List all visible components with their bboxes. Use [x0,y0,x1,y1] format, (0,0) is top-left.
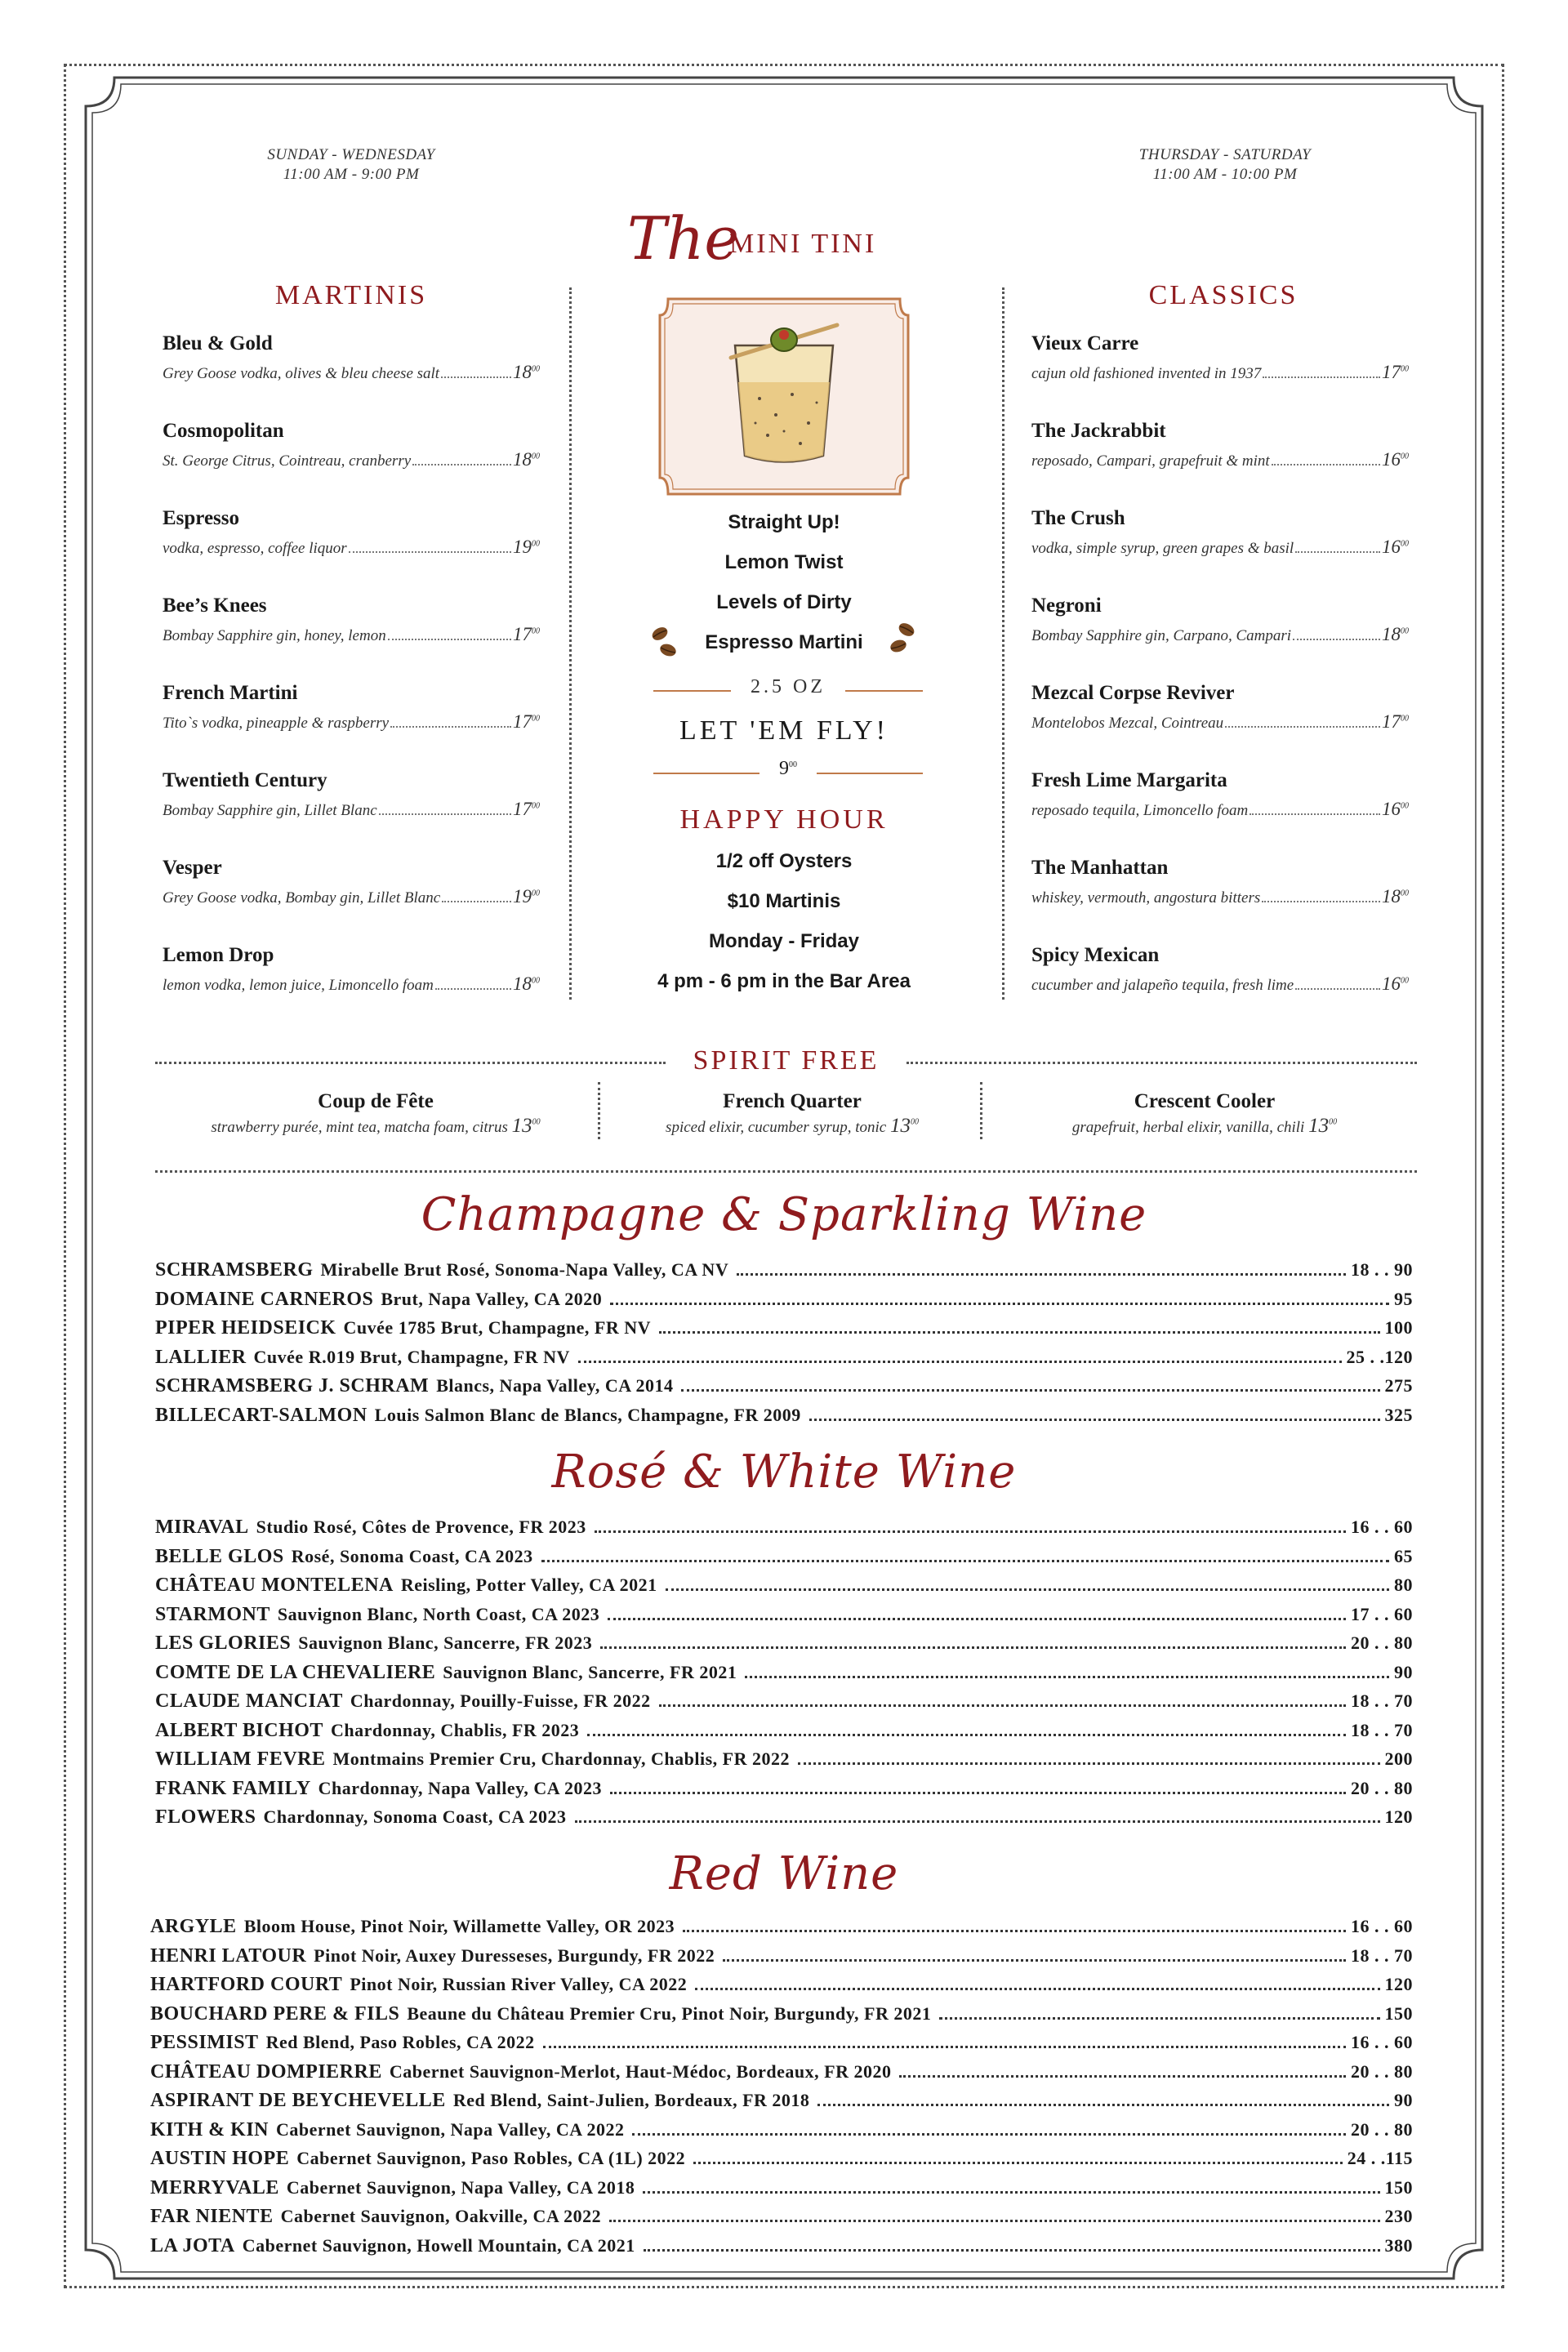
wine-detail: Bloom House, Pinot Noir, Willamette Valley, OR 2023 [243,1916,675,1936]
wine-producer: STARMONT [155,1603,270,1625]
drink-item [1031,418,1409,506]
happy-hour-line: 1/2 off Oysters [715,850,853,872]
wine-price: 80 [1394,1575,1413,1595]
classics-list [1031,331,1409,1030]
wine-producer: PESSIMIST [150,2032,259,2053]
title-script: The [627,204,740,273]
wine-producer: LALLIER [155,1346,247,1368]
hours-thu-sat [1062,145,1388,185]
wine-producer: WILLIAM FEVRE [155,1748,326,1770]
drink-desc: reposado, Campari, grapefruit & mint [1031,452,1270,470]
drink-item [163,506,540,593]
wine-price: 20 . . 80 [1351,1633,1413,1653]
wine-detail: Cabernet Sauvignon, Oakville, CA 2022 [280,2206,602,2226]
drink-price: $16^{00}$ [1382,973,1409,994]
wine-price: 150 [1384,2176,1413,2198]
drink-price: $18^{00}$ [1382,624,1409,644]
wine-price: 325 [1384,1404,1413,1425]
wine-producer: MERRYVALE [150,2176,279,2198]
drink-desc: Tito`s vodka, pineapple & raspberry [163,715,390,732]
pour-size: 2.5 OZ [731,676,845,698]
wine-detail: Cabernet Sauvignon, Napa Valley, CA 2018 [286,2176,635,2198]
drink-item [1031,942,1409,1030]
wine-price: 95 [1394,1288,1413,1309]
wine-producer: SCHRAMSBERG J. SCHRAM [155,1375,430,1396]
drink-desc: St. George Citrus, Cointreau, cranberry [163,452,412,470]
drink-item [163,418,540,506]
hours-days: SUNDAY - WEDNESDAY [267,146,435,163]
wine-price: 17 . . 60 [1351,1603,1413,1624]
spirit-free-item [604,1090,980,1138]
wine-row [150,1945,1413,1975]
wine-detail: Mirabelle Brut Rosé, Sonoma-Napa Valley, CA NV [320,1259,729,1280]
drink-desc: Montelobos Mezcal, Cointreau [1031,715,1224,732]
drink-name: Lemon Drop [163,944,274,966]
wine-price: 16 . . 60 [1351,1517,1413,1537]
wine-producer: PIPER HEIDSEICK [155,1317,336,1339]
wine-price: 90 [1394,2090,1413,2110]
drink-name: The Manhattan [1031,857,1169,879]
sf-desc: grapefruit, herbal elixir, vanilla, chili [1071,1119,1305,1136]
drink-item [163,768,540,855]
wine-price: 120 [1384,1974,1413,1994]
style-item: Levels of Dirty [716,591,852,613]
wine-detail: Chardonnay, Napa Valley, CA 2023 [318,1777,602,1798]
drink-desc: whiskey, vermouth, angostura bitters [1031,889,1261,906]
wine-price: 20 . . 80 [1351,2118,1413,2140]
drink-price: $17^{00}$ [1382,362,1409,382]
drink-name: Bee’s Knees [163,595,267,617]
drink-item [163,855,540,942]
style-item: Espresso Martini [705,631,863,653]
sf-line [988,1115,1421,1138]
spirit-free-divider [980,1082,982,1139]
style-item: Lemon Twist [724,551,844,573]
drink-name: French Martini [163,682,298,704]
happy-hour-list [621,841,947,1001]
sf-name: Crescent Cooler [1134,1090,1276,1112]
wine-producer: MIRAVAL [155,1517,249,1538]
wine-producer: COMTE DE LA CHEVALIERE [155,1661,436,1683]
wine-detail: Chardonnay, Chablis, FR 2023 [330,1719,580,1740]
hours-days: THURSDAY - SATURDAY [1138,146,1312,163]
wine-detail: Montmains Premier Cru, Chardonnay, Chablis, FR 2022 [332,1748,790,1769]
wine-detail: Studio Rosé, Côtes de Provence, FR 2023 [256,1517,586,1537]
wine-row [155,1375,1413,1405]
wine-row [155,1347,1413,1376]
drink-item [1031,331,1409,418]
spirit-free-heading: SPIRIT FREE [693,1045,880,1076]
sf-line [159,1115,592,1138]
wine-row [155,1604,1413,1633]
wine-detail: Pinot Noir, Auxey Duresseses, Burgundy, FR 2022 [314,1944,715,1966]
drink-name: The Jackrabbit [1031,420,1166,442]
wine-row [155,1690,1413,1720]
wine-producer: ARGYLE [150,1916,237,1937]
drink-desc: vodka, simple syrup, green grapes & basil [1031,540,1294,557]
drink-price: $17^{00}$ [513,624,540,644]
wine-row [155,1662,1413,1691]
wine-detail: Cuvée 1785 Brut, Champagne, FR NV [343,1317,651,1338]
wine-row [155,1405,1413,1434]
drink-desc: Bombay Sapphire gin, Carpano, Campari [1031,627,1292,644]
coffee-beans-icon [645,621,686,662]
sf-desc: strawberry purée, mint tea, matcha foam, citrus [211,1119,508,1136]
wine-price: 25 . .120 [1346,1346,1413,1367]
wine-row [155,1517,1413,1546]
wine-price: 20 . . 80 [1351,1777,1413,1798]
wine-row [150,2003,1413,2033]
martinis-heading: MARTINIS [274,280,428,310]
wine-price: 275 [1384,1375,1413,1396]
left-column-divider [569,287,572,1000]
drink-name: The Crush [1031,507,1125,529]
wine-detail: Pinot Noir, Russian River Valley, CA 2022 [350,1974,688,1994]
drink-desc: reposado tequila, Limoncello foam [1031,802,1249,819]
wine-detail: Beaune du Château Premier Cru, Pinot Noir, Burgundy, FR 2021 [407,2002,932,2024]
wine-producer: ALBERT BICHOT [155,1719,323,1741]
sf-name: French Quarter [723,1090,862,1112]
wine-row [150,2206,1413,2235]
wine-detail: Chardonnay, Pouilly-Fuisse, FR 2022 [350,1690,651,1711]
tagline: LET 'EM FLY! [679,715,889,746]
drink-item [1031,768,1409,855]
wine-detail: Rosé, Sonoma Coast, CA 2023 [291,1545,533,1566]
wine-detail: Sauvignon Blanc, Sancerre, FR 2023 [298,1633,593,1653]
wine-detail: Cabernet Sauvignon, Howell Mountain, CA 2021 [242,2234,635,2256]
drink-price: $16^{00}$ [1382,537,1409,557]
drink-price: $18^{00}$ [513,973,540,994]
drink-desc: Bombay Sapphire gin, honey, lemon [163,627,386,644]
wine-producer: AUSTIN HOPE [150,2148,290,2169]
wine-producer: CLAUDE MANCIAT [155,1690,343,1712]
wine-price: 65 [1394,1545,1413,1566]
rose-white-heading: Rosé & White Wine [551,1446,1017,1499]
drink-item [1031,506,1409,593]
wine-detail: Blancs, Napa Valley, CA 2014 [436,1375,674,1396]
drink-price: $17^{00}$ [1382,711,1409,732]
hours-time: 11:00 AM - 9:00 PM [283,166,420,183]
coffee-beans-icon [882,617,923,657]
hours-sun-wed [188,145,514,185]
wine-detail: Reisling, Potter Valley, CA 2021 [400,1575,657,1595]
wine-producer: FRANK FAMILY [155,1777,311,1799]
sf-name: Coup de Fête [318,1090,434,1112]
spirit-free-item [159,1090,592,1138]
wine-price: 16 . . 60 [1351,2032,1413,2052]
wine-producer: ASPIRANT DE BEYCHEVELLE [150,2090,446,2111]
wine-row [150,1974,1413,2003]
drink-price: $18^{00}$ [513,362,540,382]
wine-row [150,2061,1413,2091]
spirit-free-divider [598,1082,600,1139]
drink-desc: lemon vodka, lemon juice, Limoncello foam [163,977,434,994]
drink-price: $16^{00}$ [1382,449,1409,470]
drink-desc: vodka, espresso, coffee liquor [163,540,347,557]
drink-desc: Grey Goose vodka, olives & bleu cheese salt [163,365,440,382]
champagne-heading: Champagne & Sparkling Wine [421,1188,1147,1241]
champagne-list [155,1259,1413,1433]
wine-row [155,1748,1413,1778]
sf-desc: spiced elixir, cucumber syrup, tonic [666,1119,887,1136]
wine-price: 100 [1384,1317,1413,1338]
spirit-free-rule-left [155,1062,666,1064]
sf-price: $13^{00}$ [1308,1115,1338,1137]
wine-row [155,1317,1413,1347]
drink-price: $17^{00}$ [513,711,540,732]
drink-name: Bleu & Gold [163,332,273,354]
drink-name: Vieux Carre [1031,332,1139,354]
wine-producer: HARTFORD COURT [150,1974,343,1995]
drink-price: $17^{00}$ [513,799,540,819]
wine-row [150,2090,1413,2119]
wine-producer: BELLE GLOS [155,1545,284,1567]
spirit-free-bottom-rule [155,1170,1417,1173]
wine-row [155,1778,1413,1807]
drink-price: $16^{00}$ [1382,799,1409,819]
drink-item [1031,593,1409,680]
wine-producer: FLOWERS [155,1806,256,1828]
drink-name: Twentieth Century [163,769,327,791]
spirit-free-item [988,1090,1421,1138]
wine-row [155,1720,1413,1749]
drink-name: Negroni [1031,595,1102,617]
wine-producer: HENRI LATOUR [150,1944,307,1967]
wine-producer: SCHRAMSBERG [155,1259,314,1281]
wine-detail: Sauvignon Blanc, Sancerre, FR 2021 [443,1661,737,1682]
drink-desc: cajun old fashioned invented in 1937 [1031,365,1262,382]
wine-detail: Sauvignon Blanc, North Coast, CA 2023 [277,1603,600,1624]
wine-price: 90 [1394,1661,1413,1682]
style-item: Straight Up! [728,511,840,533]
rose-white-list [155,1517,1413,1836]
wine-row [155,1575,1413,1604]
drink-price: $18^{00}$ [513,449,540,470]
martini-glass-illustration [653,292,915,501]
wine-row [150,2119,1413,2149]
drink-desc: cucumber and jalapeño tequila, fresh lime [1031,977,1294,994]
drink-name: Mezcal Corpse Reviver [1031,682,1235,704]
drink-name: Cosmopolitan [163,420,284,442]
wine-producer: DOMAINE CARNEROS [155,1288,374,1310]
wine-price: 18 . . 70 [1351,1944,1413,1966]
wine-price: 24 . .115 [1347,2148,1413,2168]
wine-row [155,1546,1413,1575]
wine-price: 16 . . 60 [1351,1916,1413,1936]
wine-producer: CHÂTEAU DOMPIERRE [150,2060,382,2082]
wine-row [155,1633,1413,1662]
red-list [150,1916,1413,2264]
wine-row [150,1916,1413,1945]
happy-hour-line: Monday - Friday [708,930,860,952]
sf-line [604,1115,980,1138]
wine-price: 200 [1384,1748,1413,1769]
wine-row [150,2177,1413,2207]
drink-name: Spicy Mexican [1031,944,1160,966]
wine-row [155,1806,1413,1836]
martinis-list [163,331,540,1030]
wine-producer: BILLECART-SALMON [155,1404,368,1426]
wine-detail: Cuvée R.019 Brut, Champagne, FR NV [253,1346,570,1367]
wine-producer: BOUCHARD PERE & FILS [150,2002,400,2025]
happy-hour-line: $10 Martinis [727,890,841,912]
wine-producer: LA JOTA [150,2234,235,2256]
spirit-free-rule-right [906,1062,1417,1064]
wine-producer: LES GLORIES [155,1633,292,1654]
drink-item [1031,680,1409,768]
wine-price: 18 . . 90 [1351,1259,1413,1280]
hours-time: 11:00 AM - 10:00 PM [1152,166,1298,183]
wine-detail: Louis Salmon Blanc de Blancs, Champagne, FR 2009 [374,1404,801,1425]
wine-price: 150 [1384,2002,1413,2024]
drink-item [163,942,540,1030]
red-heading: Red Wine [669,1847,899,1900]
wine-price: 120 [1384,1806,1413,1827]
drink-price: $18^{00}$ [1382,886,1409,906]
drink-desc: Bombay Sapphire gin, Lillet Blanc [163,802,377,819]
title-caps: MINI TINI [729,229,877,259]
wine-producer: FAR NIENTE [150,2206,274,2227]
wine-detail: Red Blend, Paso Robles, CA 2022 [265,2032,535,2052]
drink-item [163,593,540,680]
drink-name: Espresso [163,507,240,529]
drink-name: Fresh Lime Margarita [1031,769,1227,791]
wine-detail: Chardonnay, Sonoma Coast, CA 2023 [263,1806,567,1827]
wine-row [150,2032,1413,2061]
wine-detail: Cabernet Sauvignon-Merlot, Haut-Médoc, Bordeaux, FR 2020 [389,2060,892,2082]
wine-row [155,1289,1413,1318]
wine-price: 18 . . 70 [1351,1719,1413,1740]
wine-detail: Red Blend, Saint-Julien, Bordeaux, FR 2018 [452,2090,810,2110]
drink-item [163,680,540,768]
wine-detail: Cabernet Sauvignon, Napa Valley, CA 2022 [276,2118,625,2140]
classics-heading: CLASSICS [1148,280,1298,310]
happy-hour-line: 4 pm - 6 pm in the Bar Area [657,970,911,992]
wine-row [150,2235,1413,2265]
drink-price: $19^{00}$ [513,537,540,557]
drink-item [1031,855,1409,942]
sf-price: $13^{00}$ [511,1115,541,1137]
drink-item [163,331,540,418]
wine-detail: Brut, Napa Valley, CA 2020 [381,1288,603,1309]
drink-price: $19^{00}$ [513,886,540,906]
wine-price: 20 . . 80 [1351,2060,1413,2082]
right-column-divider [1002,287,1004,1000]
happy-hour-heading: HAPPY HOUR [679,804,889,835]
wine-row [150,2148,1413,2177]
wine-producer: CHÂTEAU MONTELENA [155,1575,394,1596]
wine-row [155,1259,1413,1289]
drink-desc: Grey Goose vodka, Bombay gin, Lillet Blanc [163,889,441,906]
wine-price: 380 [1384,2234,1413,2256]
mini-tini-price: $9^{00}$ [760,758,817,780]
drink-name: Vesper [163,857,222,879]
wine-price: 230 [1384,2206,1413,2226]
wine-detail: Cabernet Sauvignon, Paso Robles, CA (1L) 2022 [296,2148,686,2168]
wine-producer: KITH & KIN [150,2118,270,2140]
sf-price: $13^{00}$ [889,1115,919,1137]
wine-price: 18 . . 70 [1351,1690,1413,1711]
